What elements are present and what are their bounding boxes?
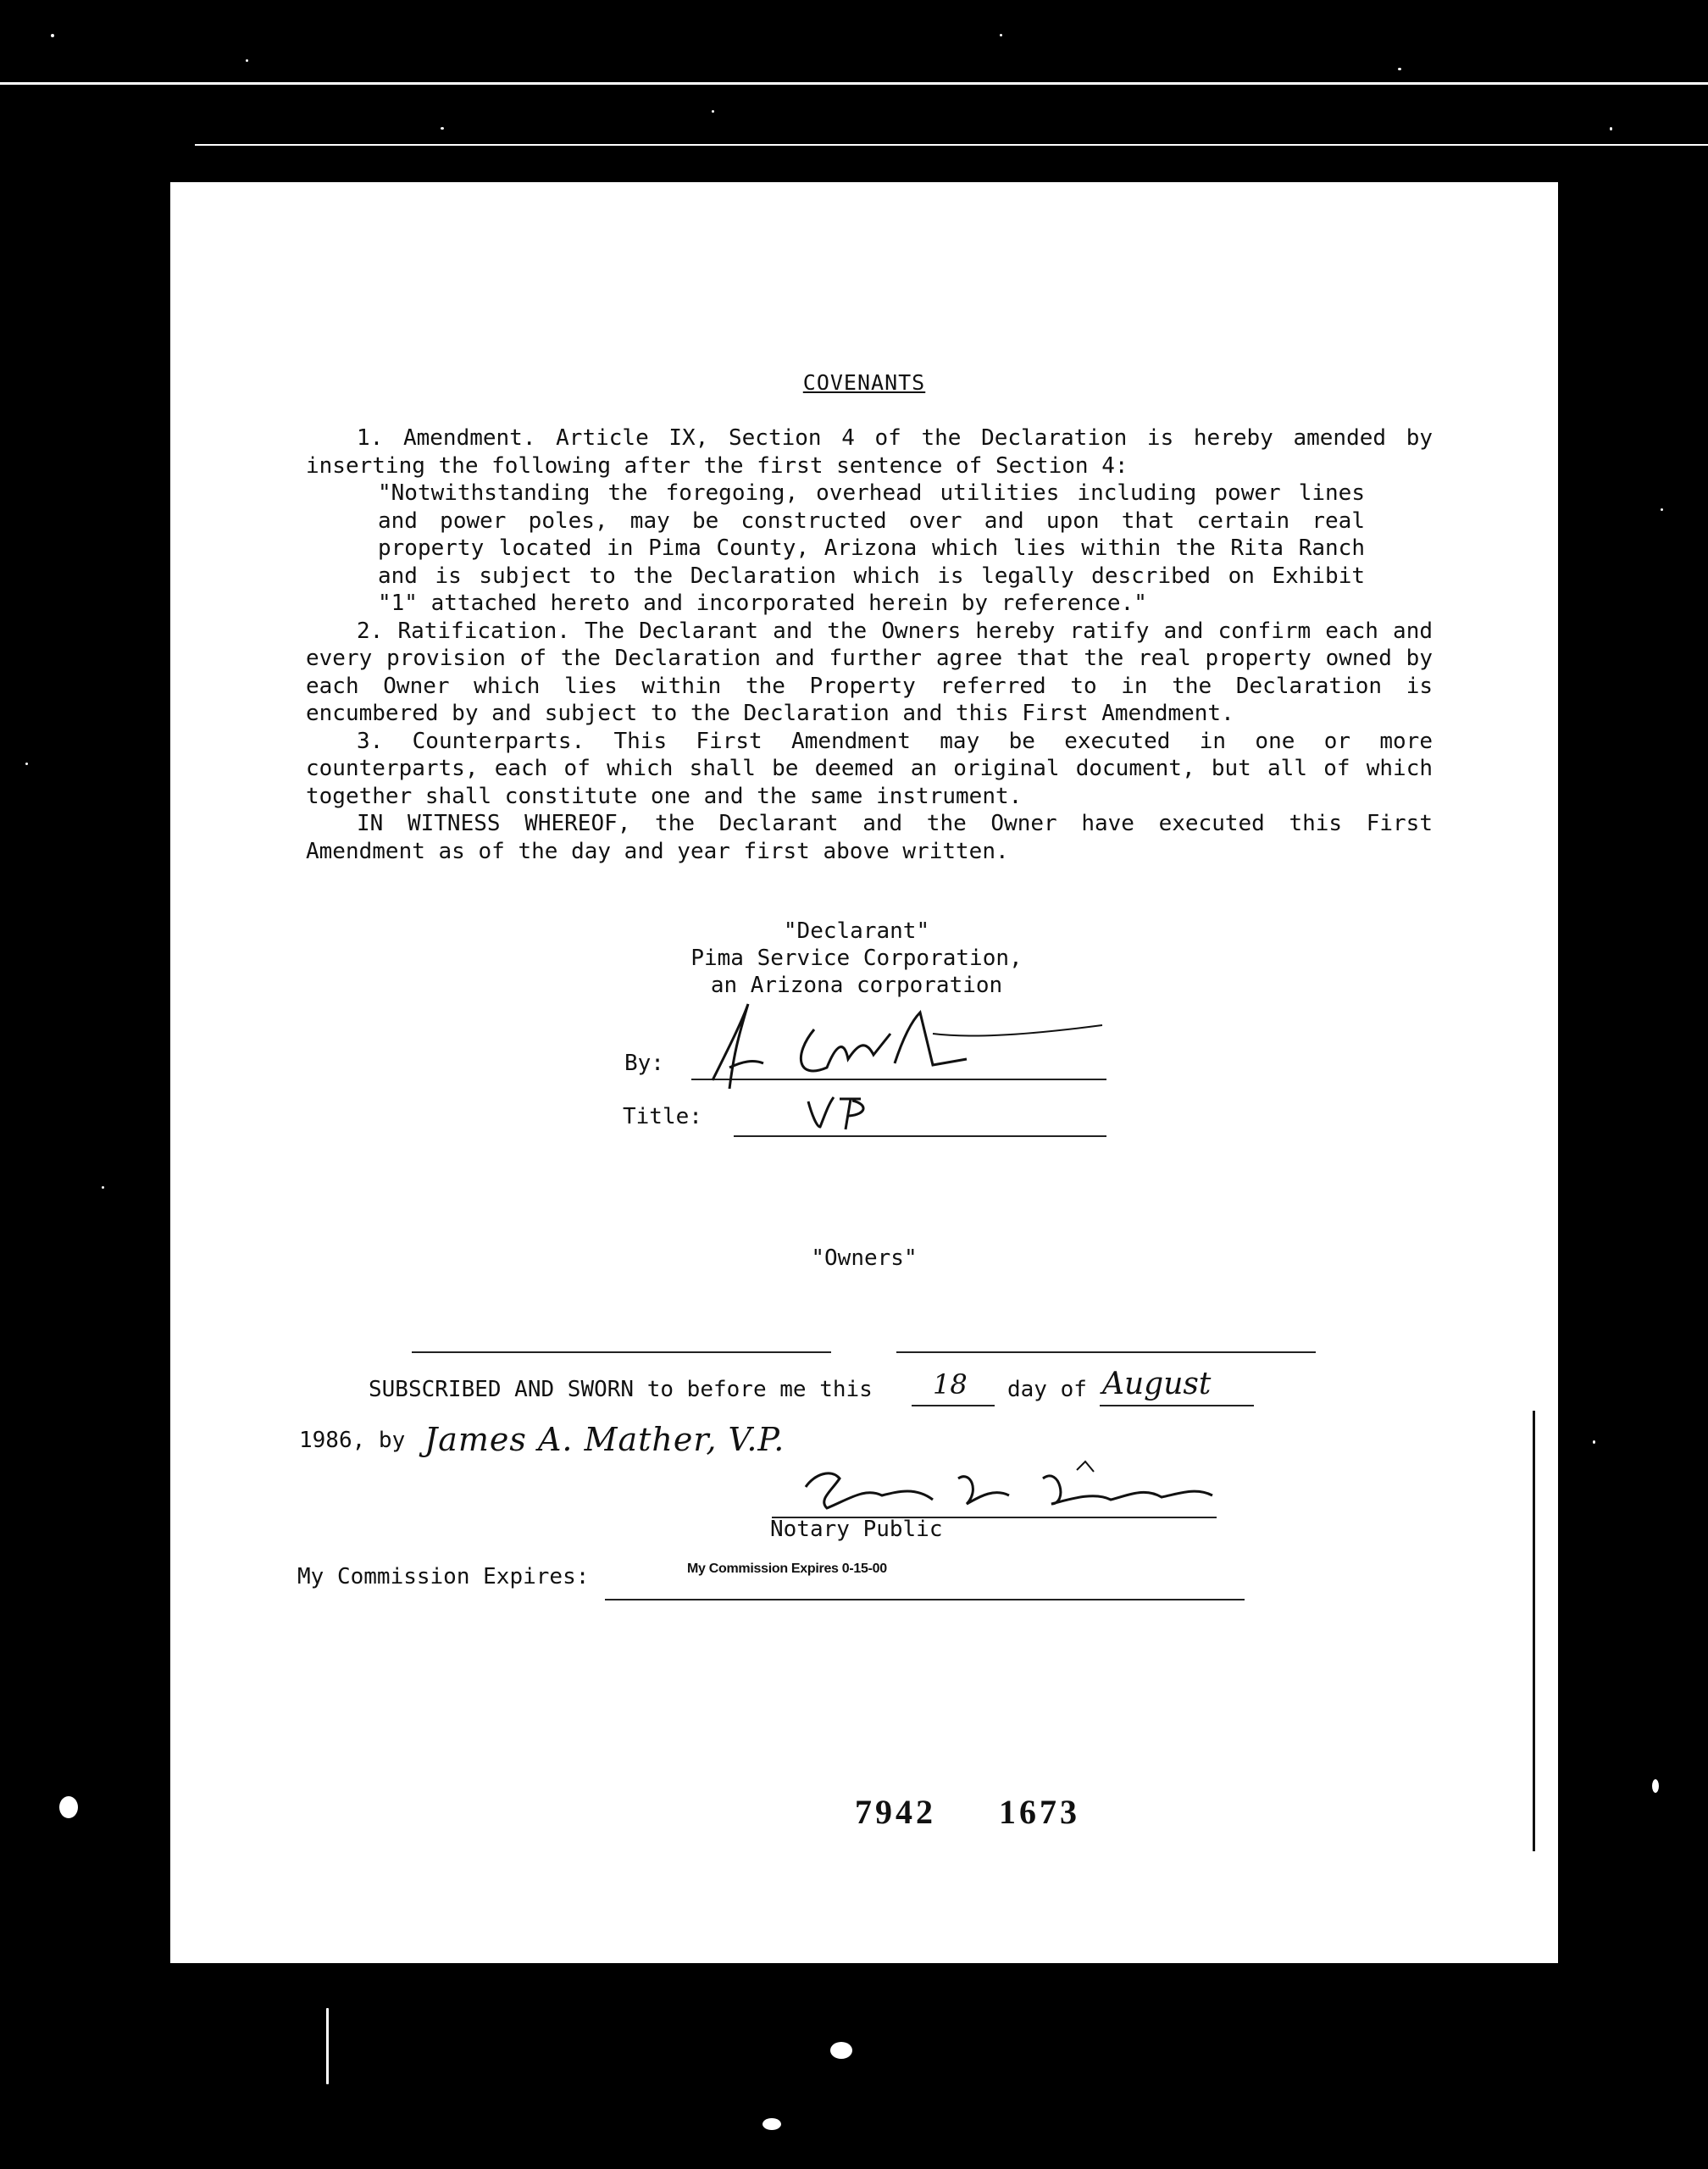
declarant-label: "Declarant" <box>783 918 930 944</box>
month-line <box>1100 1405 1254 1406</box>
scan-speck <box>1593 1440 1595 1444</box>
scan-speck <box>246 59 248 62</box>
recording-page: 1673 <box>999 1793 1080 1831</box>
title-line <box>734 1135 1106 1137</box>
sworn-statement <box>369 1377 873 1402</box>
day-line <box>912 1405 995 1406</box>
sworn-month: August <box>1102 1367 1212 1401</box>
scan-speck <box>441 127 444 130</box>
notary-label: Notary Public <box>770 1517 943 1542</box>
notary-signature <box>789 1453 1263 1517</box>
scan-line-second <box>195 144 1708 146</box>
paragraph-counterparts: 3. Counterparts. This First Amendment may be executed in one or more counterparts, each of which shall be deemed an original document, but all of which together shall constitute one and the same instrument. <box>306 728 1433 809</box>
paragraph-amendment: 1. Amendment. Article IX, Section 4 of the Declaration is hereby amended by inserting the following after the first sentence of Section 4: <box>306 425 1433 479</box>
sworn-year-by: 1986, by <box>299 1428 406 1453</box>
commission-line <box>605 1599 1245 1600</box>
commission-label: My Commission Expires: <box>297 1564 590 1589</box>
scan-speck <box>1000 34 1002 36</box>
scan-speck <box>25 763 28 765</box>
owner-signature-line-1 <box>412 1351 831 1353</box>
scan-speck <box>1652 1779 1659 1793</box>
sworn-text-1: SUBSCRIBED AND SWORN to before me this <box>369 1377 873 1402</box>
sworn-person: James A. Mather, V.P. <box>424 1421 785 1458</box>
scan-speck <box>762 2118 781 2130</box>
document-heading: COVENANTS <box>802 370 926 395</box>
paragraph-ratification: 2. Ratification. The Declarant and the Owners hereby ratify and confirm each and every provision of the Declaration and further agree that the real property owned by each Owner which lies within the Property referred to in the Declaration is encumbered by and subject to the Declaration and this First Amendment. <box>306 618 1433 726</box>
title-handwritten-vp <box>801 1089 878 1135</box>
scan-speck <box>1398 68 1401 70</box>
commission-stamp: My Commission Expires 0-15-00 <box>687 1562 887 1576</box>
scan-speck <box>102 1186 104 1189</box>
scan-speck <box>1661 508 1663 511</box>
covenants-body <box>306 424 1433 865</box>
sworn-day: 18 <box>933 1368 968 1401</box>
document-page <box>170 182 1558 1963</box>
scan-speck <box>51 34 54 37</box>
scan-speck <box>712 110 714 113</box>
by-label: By: <box>624 1051 664 1076</box>
scan-line-top <box>0 82 1708 85</box>
paragraph-amendment-quote: "Notwithstanding the foregoing, overhead utilities including power lines and power poles, may be constructed over and upon that certain real property located in Pima County, Arizona which lies within the Rita Ranch and is subject to the Declaration which is legally described on Exhibit "1" attached hereto and incorporated herein by reference." <box>378 480 1365 616</box>
declarant-name: Pima Service Corporation, <box>690 946 1023 971</box>
scan-speck <box>326 2008 329 2084</box>
sworn-text-2: day of <box>1007 1377 1087 1402</box>
scan-speck <box>59 1796 78 1818</box>
declarant-type: an Arizona corporation <box>710 973 1003 998</box>
owners-label: "Owners" <box>811 1245 918 1271</box>
paragraph-witness: IN WITNESS WHEREOF, the Declarant and the Owner have executed this First Amendment as of the day and year first above written. <box>306 811 1433 864</box>
scan-speck <box>830 2042 852 2059</box>
scan-speck <box>1610 127 1612 130</box>
owner-signature-line-2 <box>896 1351 1316 1353</box>
recording-book: 7942 <box>855 1793 936 1831</box>
declarant-signature <box>679 987 1119 1097</box>
scan-edge-bar <box>1533 1411 1535 1851</box>
title-label: Title: <box>623 1104 702 1129</box>
